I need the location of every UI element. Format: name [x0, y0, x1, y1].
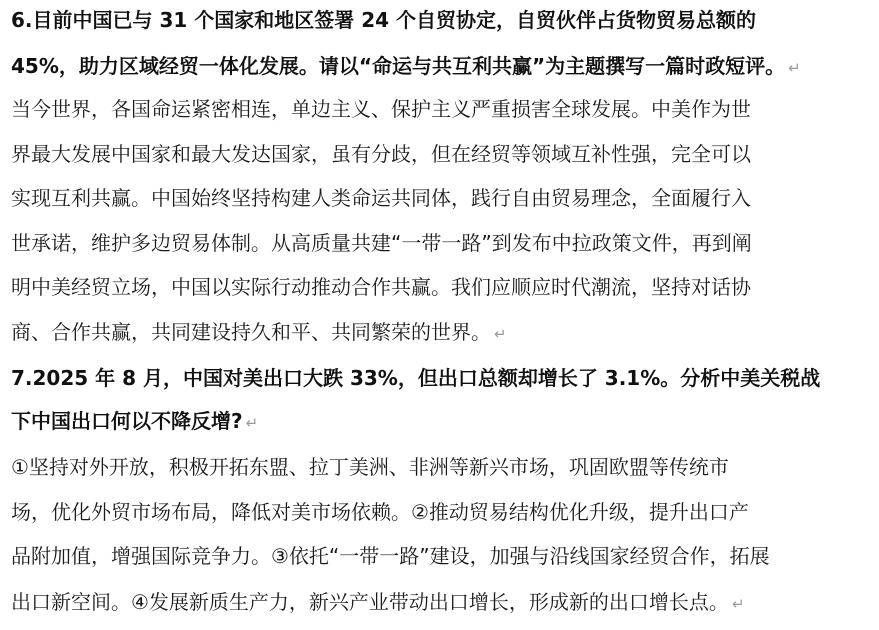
answer-6-line-1 [11, 96, 751, 122]
paragraph-mark-icon: ↵ [788, 59, 801, 77]
answer-6-text-2: 界最大发展中国家和最大发达国家，虽有分歧，但在经贸等领域互补性强，完全可以 [11, 142, 751, 166]
answer-7-text-2: 场，优化外贸市场布局，降低对美市场依赖。②推动贸易结构优化升级，提升出口产 [11, 500, 749, 524]
answer-7-line-1 [11, 454, 729, 480]
question-7-text-1: 7.2025 年 8 月，中国对美出口大跌 33%，但出口总额却增长了 3.1%。分析中美关税战 [11, 366, 821, 390]
answer-6-text-6: 商、合作共赢，共同建设持久和平、共同繁荣的世界。 [11, 320, 491, 344]
answer-7-line-4 [11, 589, 745, 615]
answer-6-line-2 [11, 141, 751, 167]
answer-7-text-4: 出口新空间。④发展新质生产力，新兴产业带动出口增长，形成新的出口增长点。 [11, 590, 729, 614]
paragraph-mark-icon: ↵ [245, 414, 259, 432]
answer-7-line-2 [11, 499, 749, 525]
answer-6-text-4: 世承诺，维护多边贸易体制。从高质量共建“一带一路”到发布中拉政策文件，再到阐 [11, 231, 752, 255]
paragraph-mark-icon: ↵ [494, 325, 507, 343]
question-7-text-2: 下中国出口何以不降反增? [11, 409, 243, 433]
answer-6-line-6 [11, 319, 507, 345]
answer-6-text-1: 当今世界，各国命运紧密相连，单边主义、保护主义严重损害全球发展。中美作为世 [11, 97, 751, 121]
answer-7-line-3 [11, 543, 770, 569]
answer-6-text-3: 实现互利共赢。中国始终坚持构建人类命运共同体，践行自由贸易理念，全面履行入 [11, 186, 751, 210]
answer-6-text-5: 明中美经贸立场，中国以实际行动推动合作共赢。我们应顺应时代潮流，坚持对话协 [11, 275, 751, 299]
question-6-text-2: 45%，助力区域经贸一体化发展。请以“命运与共互利共赢”为主题撰写一篇时政短评。 [11, 54, 786, 78]
question-6-text-1: 6.目前中国已与 31 个国家和地区签署 24 个自贸协定，自贸伙伴占货物贸易总额的 [11, 8, 757, 32]
answer-7-text-1: ①坚持对外开放，积极开拓东盟、拉丁美洲、非洲等新兴市场，巩固欧盟等传统市 [11, 455, 729, 479]
question-7-line-2 [11, 408, 258, 434]
answer-6-line-3 [11, 185, 751, 211]
question-6-line-1 [11, 7, 756, 33]
answer-6-line-4 [11, 230, 752, 256]
answer-7-text-3: 品附加值，增强国际竞争力。③依托“一带一路”建设，加强与沿线国家经贸合作，拓展 [11, 544, 770, 568]
question-7-line-1 [11, 365, 820, 391]
paragraph-mark-icon: ↵ [731, 595, 745, 613]
answer-6-line-5 [11, 274, 751, 300]
question-6-line-2 [11, 53, 801, 79]
